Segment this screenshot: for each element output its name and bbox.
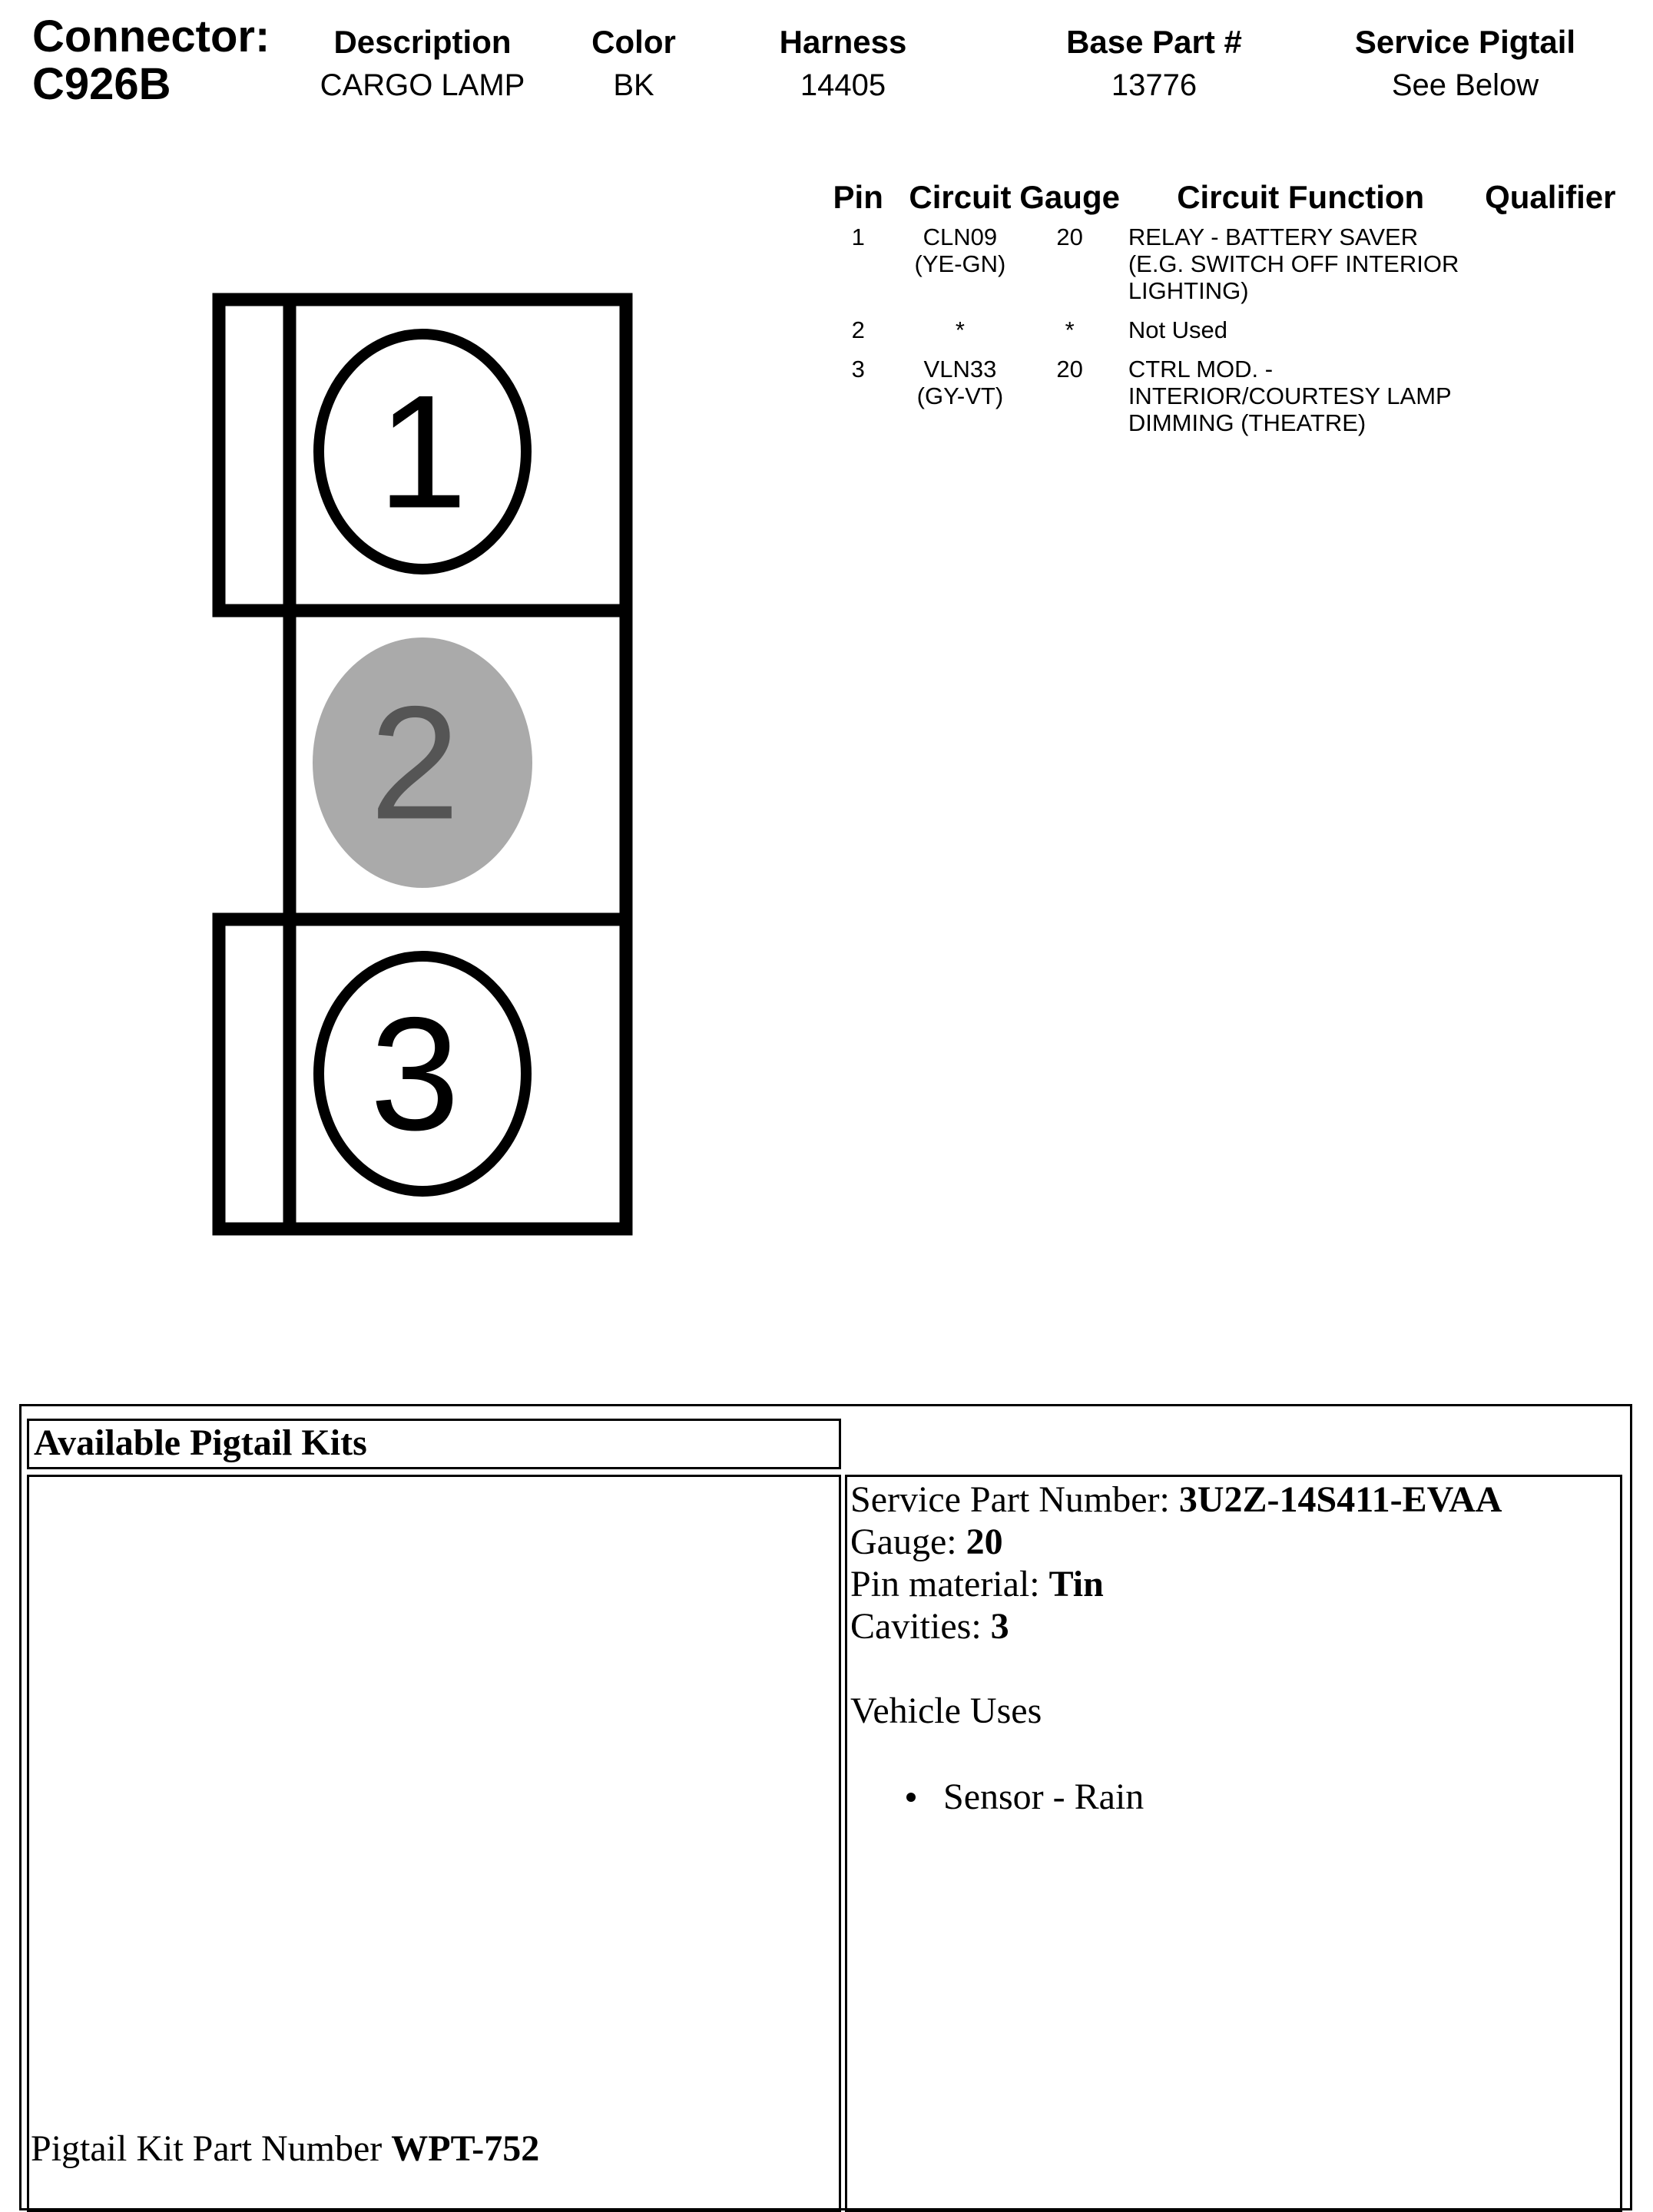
kit-part-label: Pigtail Kit Part Number	[31, 2128, 392, 2169]
gauge-column-header: Gauge	[1019, 179, 1120, 215]
pigtail-specs	[850, 1479, 1502, 1647]
pigtail-kits-title: Available Pigtail Kits	[27, 1419, 841, 1469]
function-cell	[1125, 353, 1476, 445]
header-base-part-label: Base Part #	[1066, 24, 1242, 60]
pin-number: 3	[851, 356, 865, 382]
spec-value: 3	[990, 1606, 1009, 1647]
cavity-2-label: 2	[369, 672, 460, 853]
table-row	[810, 313, 1625, 353]
function-cell	[1125, 220, 1476, 313]
spec-value: 3U2Z-14S411-EVAA	[1178, 1479, 1502, 1520]
header-service-pigtail-value: See Below	[1391, 68, 1539, 102]
function-line: CTRL MOD. -	[1128, 356, 1274, 382]
header-color-value: BK	[613, 68, 654, 102]
gauge-cell: 20	[1056, 224, 1083, 250]
connector-id: C926B	[32, 59, 171, 109]
function-line: INTERIOR/COURTESY LAMP	[1128, 382, 1452, 409]
gauge-cell: 20	[1056, 356, 1083, 382]
header-base-part	[1029, 23, 1279, 104]
header-description-label: Description	[333, 24, 512, 60]
vehicle-uses-list	[910, 1776, 1144, 1818]
pigtail-kit-image-area	[27, 1475, 841, 2212]
spec-pin-material	[850, 1563, 1502, 1605]
qualifier-cell	[1476, 220, 1625, 313]
spec-label: Gauge:	[850, 1522, 966, 1562]
pin-number: 2	[851, 316, 865, 343]
table-row	[810, 353, 1625, 445]
pin-table	[810, 179, 1625, 445]
header-base-part-value: 13776	[1111, 68, 1198, 102]
function-column-header: Circuit Function	[1177, 179, 1425, 215]
qualifier-cell	[1476, 353, 1625, 445]
connector-face-diagram	[0, 0, 691, 1267]
header-service-pigtail-label: Service Pigtail	[1354, 24, 1576, 60]
connector-label: Connector:	[32, 12, 270, 61]
qualifier-cell	[1476, 313, 1625, 353]
spec-service-part-number	[850, 1479, 1502, 1521]
pin-number: 1	[851, 224, 865, 250]
spec-value: Tin	[1048, 1564, 1104, 1604]
circuit-column-header: Circuit	[909, 179, 1012, 215]
table-row	[810, 220, 1625, 313]
spec-cavities	[850, 1605, 1502, 1647]
spec-gauge	[850, 1521, 1502, 1563]
function-line: (E.G. SWITCH OFF INTERIOR	[1128, 250, 1459, 277]
wire-color: (GY-VT)	[916, 382, 1004, 409]
function-cell	[1125, 313, 1476, 353]
function-line: DIMMING (THEATRE)	[1128, 409, 1366, 436]
vehicle-uses-heading: Vehicle Uses	[850, 1690, 1042, 1731]
spec-label: Service Part Number:	[850, 1479, 1179, 1520]
cavity-1-label: 1	[377, 361, 468, 542]
circuit-id: VLN33	[923, 356, 997, 382]
list-item	[910, 1776, 1144, 1818]
pin-table-header-row	[810, 179, 1625, 220]
kit-part-value: WPT-752	[391, 2128, 540, 2169]
circuit-cell	[906, 353, 1014, 445]
wire-color: (YE-GN)	[914, 250, 1006, 277]
header-harness-value: 14405	[800, 68, 886, 102]
circuit-cell	[906, 313, 1014, 353]
pin-column-header: Pin	[833, 179, 883, 215]
function-line: LIGHTING)	[1128, 277, 1249, 304]
function-line: RELAY - BATTERY SAVER	[1128, 224, 1419, 250]
spec-label: Cavities:	[850, 1606, 991, 1647]
circuit-cell	[906, 220, 1014, 313]
header-harness	[749, 23, 937, 104]
header-harness-label: Harness	[779, 24, 907, 60]
vehicle-use-label: Sensor - Rain	[943, 1777, 1145, 1817]
circuit-id: CLN09	[923, 224, 998, 250]
bullet-icon	[906, 1793, 916, 1802]
qualifier-column-header: Qualifier	[1485, 179, 1616, 215]
gauge-cell: *	[1065, 316, 1075, 343]
circuit-id: *	[955, 316, 965, 343]
top-latch-tab	[219, 300, 290, 611]
bottom-latch-tab	[219, 919, 290, 1229]
spec-label: Pin material:	[850, 1564, 1049, 1604]
header-description-value: CARGO LAMP	[320, 68, 525, 102]
function-line: Not Used	[1128, 316, 1228, 343]
pigtail-kit-part-number	[31, 2128, 539, 2170]
spec-value: 20	[966, 1522, 1003, 1562]
cavity-3-label: 3	[369, 983, 460, 1164]
header-service-pigtail	[1333, 23, 1598, 104]
header-color-label: Color	[591, 24, 676, 60]
